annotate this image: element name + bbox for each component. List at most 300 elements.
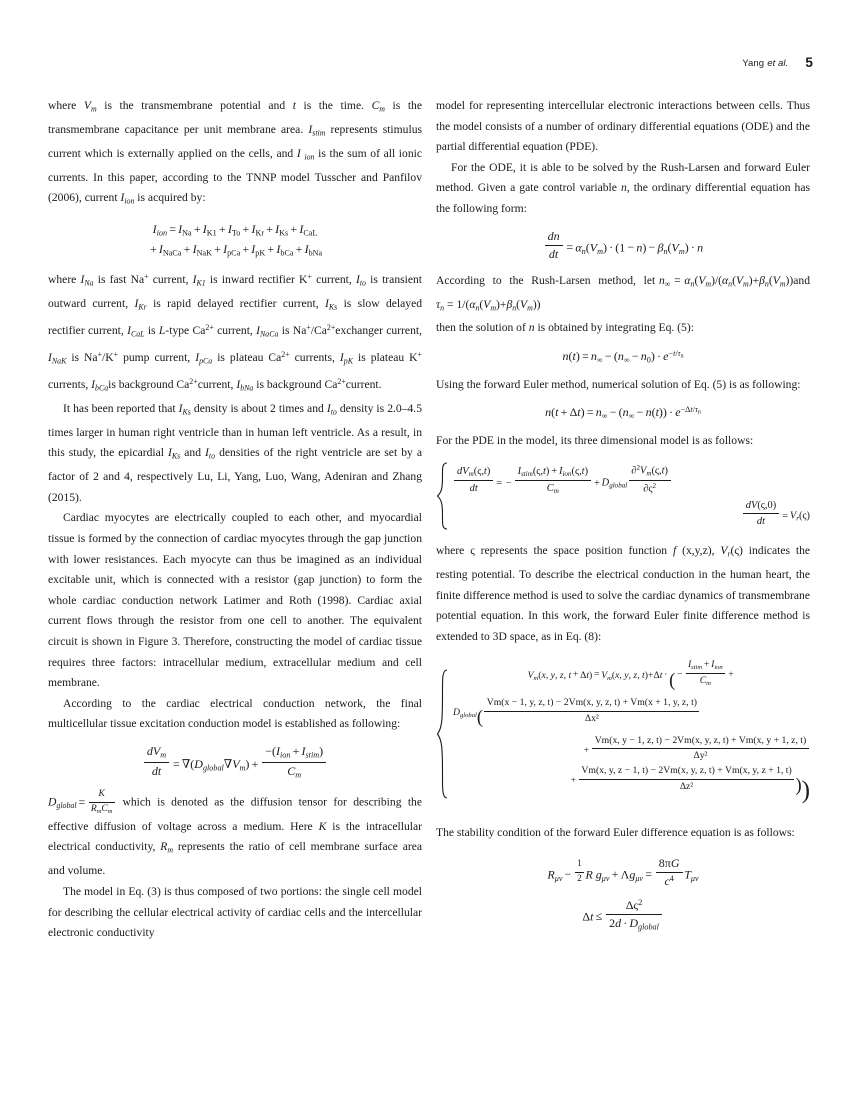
symbol-g: g [629,867,636,882]
symbol-varsigma: ς [654,465,660,477]
operator-plus: + [593,477,600,489]
fraction-one-half [575,859,584,885]
operator-minus: − [648,239,656,254]
operator-equals: = [169,222,177,237]
paragraph-forward-euler-intro: Using the forward Euler method, numerical solution of Eq. (5) is as following: [436,377,801,391]
operator-minus: − [676,669,683,681]
left-column [48,96,422,944]
symbol-sub-ion: ion [562,470,572,479]
fraction-dv-dt [743,499,779,528]
symbol-n: n [636,239,643,254]
operator-plus: + [242,241,250,256]
superscript-four: 4 [669,873,674,883]
symbol-sub-stim: stim [521,470,533,479]
paragraph-density-report [48,399,422,509]
symbol-Lambda: Λ [620,867,630,882]
symbol-sub-To: To [231,228,241,238]
symbol-e: e [663,349,669,364]
fraction-numerator: Vm(x, y, z − 1, t) − 2Vm(x, y, z, t) + Vm(x, y, z + 1, t) [579,765,794,779]
symbol-sub-to: to [208,451,216,461]
symbol-I: I [178,222,183,237]
text-run: (x,y,z), [676,544,721,558]
symbol-V: V [601,669,608,681]
text-run: /Ca [310,324,327,338]
symbol-varsigma: ς [633,897,639,912]
text-run: is slow delayed rectifier current, [48,297,423,338]
symbol-sub-Ks: Ks [182,407,191,417]
fraction-denominator [262,763,326,781]
symbol-t: t [577,405,581,420]
symbol-C: C [101,804,108,815]
equation-n-of-t [436,348,810,366]
operator-plus: + [183,241,191,256]
symbol-beta: β [506,297,513,311]
operator-cdot: · [623,915,628,930]
symbol-I: I [251,241,256,256]
symbol-V: V [789,510,797,522]
symbol-I: I [192,241,197,256]
symbol-alpha: α [575,239,582,254]
symbol-R: R [90,804,97,815]
symbol-sub-stim: stim [312,128,326,138]
fraction-numerator [606,898,662,915]
operator-nabla: ∇ [223,757,233,772]
symbol-sub-m: m [597,246,603,256]
fraction-numerator: $I_{stim}(\varsigma,t) + I_{ion}(\varsigma,t)$ [515,465,591,481]
symbol-n: n [620,181,627,195]
symbol-t: t [555,405,559,420]
symbol-sub-m: m [646,469,652,478]
symbol-V: V [750,500,758,512]
fraction-denominator [515,481,591,496]
operator-equals: = [581,349,589,364]
symbol-sub-CaL: CaL [303,228,318,238]
symbol-sub-global: global [609,481,628,490]
symbol-sub-NaCa: NaCa [162,248,182,258]
operator-minus: − [627,239,635,254]
symbol-I: I [134,297,139,311]
symbol-varsigma: ς [734,544,740,558]
text-run: and [180,446,206,460]
symbol-t: t [483,466,487,478]
symbol-sub-pCa: pCa [227,248,241,258]
operator-equals: = [496,477,503,489]
symbol-varsigma: ς [802,510,807,522]
symbol-sub-bNa: bNa [240,383,254,393]
symbol-sub-global: global [202,763,224,773]
symbol-I: I [91,377,96,391]
right-column [436,96,810,944]
superscript-2plus: 2+ [281,350,290,360]
symbol-sub-m: m [160,750,167,760]
text-run: is transient outward current, [48,273,423,311]
symbol-sub-bNa: bNa [308,248,323,258]
operator-minus: − [604,349,612,364]
symbol-alpha: α [722,273,729,287]
number-one: 1 [456,297,463,311]
fraction-numerator: Vm(x − 1, y, z, t) − 2Vm(x, y, z, t) + Vm(x + 1, y, z, t) [484,697,699,711]
operator-cdot: · [609,239,614,254]
text-run: According to the Rush-Larsen method, let [436,273,656,287]
operator-equals: = [172,757,180,772]
equation-finite-difference-system [436,656,810,814]
symbol-V: V [735,273,744,287]
paragraph-pde-3d-intro: For the PDE in the model, its three dimensional model is as follows: [436,433,754,447]
fraction-x-second-difference [484,697,699,724]
symbol-V: V [671,239,679,254]
equation-dvm-dt [48,744,422,780]
symbol-sub-Kr: Kr [138,302,147,312]
symbol-I: I [202,222,207,237]
text-run: is background Ca [108,377,190,391]
symbol-sub-m: m [678,246,685,256]
text-run: is acquired by: [134,191,206,205]
text-run: is Na [278,324,307,338]
symbol-I: I [205,446,209,460]
symbol-t: t [568,669,572,681]
fraction-numerator: $-(I_{ion} + I_{stim})$ [262,744,326,763]
text-run: density is about 2 times and [190,401,327,415]
symbol-sub-m: m [527,302,533,312]
symbol-sub-m: m [607,674,612,682]
symbol-R: R [160,840,168,854]
fraction-stim-ion-over-cm [686,659,726,688]
operator-equals: = [586,405,594,420]
equation-line [436,898,810,933]
text-run: is Na [66,350,98,364]
equation-line: $\frac{dn}{dt}$ = $\alpha_n(V_m) \cdot (1 - n) - \beta_n(V_m) \cdot n$ [436,229,810,262]
fraction-denominator [629,481,671,496]
paragraph-current-definitions [48,267,422,399]
symbol-D: D [48,795,57,809]
fraction-denominator [454,481,492,495]
symbol-V: V [520,297,528,311]
symbol-sub-n: n [690,278,695,288]
symbol-sub-n: n [680,353,684,360]
symbol-alpha: α [684,273,691,287]
symbol-V: V [639,465,647,477]
pde-equation-main [453,464,810,496]
text-run: is plateau Ca [212,350,282,364]
symbol-sub-m: m [490,302,497,312]
operator-plus: + [611,867,619,882]
fraction-numerator [545,229,563,246]
symbol-sub-Na: Na [84,278,94,288]
superscript-plus: + [113,350,119,360]
symbol-d: d [457,466,463,478]
symbol-c: c [664,873,670,888]
fraction-second-derivative [629,464,671,495]
symbol-sub-munu: μν [635,873,644,883]
fraction-k-over-rmcm [89,789,115,816]
symbol-sub-munu: μν [601,873,610,883]
symbol-t: t [581,466,585,478]
superscript-exponent: −t/τn [668,349,684,360]
symbol-d: d [756,516,763,528]
symbol-d: d [615,915,622,930]
symbol-I: I [223,241,228,256]
symbol-t: t [690,405,693,415]
operator-cdot: · [669,405,674,420]
symbol-t: t [673,349,676,359]
equation-line: $n(t) = n_\infty - (n_\infty - n_0) \cdot e^{-t/\tau n}$ [562,349,684,365]
page-number: 5 [805,55,813,70]
symbol-n: n [553,228,560,243]
text-run: current, [148,273,193,287]
text-run: where [48,273,81,287]
operator-plus: + [266,222,273,237]
symbol-varsigma: ς [648,483,653,495]
symbol-I: I [304,241,309,256]
symbol-I: I [192,273,197,287]
symbol-sub-infinity: ∞ [596,355,603,365]
symbol-V: V [589,239,598,254]
fraction-numerator [686,659,726,674]
equation-n-t-plus-dt [436,404,810,422]
paragraph-diffusion-tensor [48,789,422,882]
text-run: which is denoted as the diffusion tensor for describing the effective diffusion of voltage across a medium. Here [48,795,422,833]
symbol-I: I [178,401,183,415]
symbol-sub-to: to [359,278,366,288]
superscript-plus: + [306,323,311,333]
fraction-z-second-difference [579,765,794,792]
pde-equation-initial-condition: $\frac{dV(\varsigma,0)}{dt}$ = $V_r(\varsigma)$ [453,499,810,528]
fraction-dvm-dt [144,744,169,779]
fraction-numerator: dV(ς,0) [743,499,779,514]
symbol-sub-n: n [475,302,480,312]
text-run: is background Ca [253,377,338,391]
symbol-sub-m: m [295,770,302,780]
text-run: is the time. [295,99,372,112]
symbol-V: V [720,544,728,558]
symbol-n: n [595,405,602,420]
text-run: is rapid delayed rectifier current, [146,297,325,311]
operator-plus: + [290,222,298,237]
symbol-d: d [745,500,751,512]
symbol-sub-Ks: Ks [171,451,181,461]
symbol-C: C [371,99,380,112]
open-paren-big: ( [476,707,483,728]
operator-plus: + [295,241,303,256]
symbol-n: n [528,321,535,335]
operator-plus: + [218,222,226,237]
superscript-plus: + [307,272,312,282]
symbol-t: t [572,349,576,364]
symbol-partial: ∂ [643,483,649,495]
symbol-sub-n: n [728,278,733,288]
operator-cdot: · [664,669,668,681]
operator-plus: + [560,405,568,420]
paragraph-ninf-tau-definitions [436,271,810,340]
symbol-sub-Kr: Kr [255,228,265,238]
text-run: current, [311,273,356,287]
number-eight: 8 [658,855,665,870]
symbol-t: t [590,909,594,924]
fraction-numerator [144,744,169,763]
operator-plus: + [242,222,250,237]
symbol-V: V [698,273,706,287]
symbol-sub-bCa: bCa [95,383,109,393]
text-run: /K [102,350,114,364]
paragraph-myocyte-coupling: Cardiac myocytes are electrically coupled to each other, and myocardial tissue is formed by the connection of cardiac myocytes through the gap junction with lower resistances. Each myocyte can thus be imagined as an individual excitable unit, which is connected with a resistor (gap junction) to form the whole cardiac conduction network Latimer and Roth (1998). Cardiac axial current flows through the resistor from one cell to another. The equivalent circuit is shown in Figure 3. Therefore, constructing the model of cardiac tissue requires three factors: intracellular medium, extracellular medium and cell membrane. [48,511,422,690]
symbol-I: I [711,658,715,670]
symbol-varsigma: ς [760,500,765,512]
superscript-2plus: 2+ [205,323,214,333]
text-run: represents the ratio of cell membrane surface area and volume. [48,840,423,878]
symbol-I: I [299,222,304,237]
symbol-d: d [146,744,153,759]
symbol-sub-to: to [330,407,337,417]
symbol-I: I [152,222,157,237]
equation-line-2 [48,241,422,258]
symbol-D: D [601,477,610,489]
symbol-V: V [462,466,469,478]
symbol-sub-infinity: ∞ [601,411,608,421]
symbol-I: I [227,222,232,237]
operator-equals: = [593,669,600,681]
equation-ion-currents [48,221,422,258]
symbol-sub-pCa: pCa [199,356,213,366]
symbol-n: n [658,273,665,287]
operator-equals: = [78,795,86,809]
operator-equals: = [447,297,454,311]
equation-einstein-field [436,856,810,889]
symbol-t: t [655,405,659,420]
fraction-stability [606,898,662,933]
equation-line-1 [48,221,422,238]
superscript-plus: + [417,350,422,360]
symbol-sub-Na: Na [182,228,192,238]
operator-plus: + [267,241,275,256]
operator-cdot: · [690,239,695,254]
symbol-I: I [517,466,522,478]
fraction-denominator [89,803,115,816]
symbol-e: e [675,405,681,420]
fraction-numerator: $dV_m(\varsigma,t)$ [454,465,492,481]
symbol-n: n [545,405,552,420]
operator-cdot: · [657,349,661,364]
paragraph-ode-pde-intro: model for representing intercellular electronic interactions between cells. Thus the model consists of a number of ordinary differential equations (ODE) and the partial differential equation (PDE). [436,99,810,154]
fraction-currents-over-cm [515,465,591,496]
symbol-sub-NaK: NaK [51,356,67,366]
operator-minus: − [564,867,572,882]
symbol-sub-pK: pK [255,248,266,258]
text-run: then the solution of [436,321,529,335]
symbol-sub-m: m [779,278,786,288]
symbol-sub-n: n [512,302,517,312]
symbol-sub-stim: stim [305,750,320,760]
symbol-sub-m: m [96,808,102,816]
fraction-y-second-difference [592,735,808,762]
symbol-L: L [158,324,166,338]
expression-ninf: $\alpha_n(V_m)/(\alpha_n(V_m)+\beta_n(V_m))$ [684,273,794,288]
operator-equals: = [674,273,681,287]
operator-plus: + [572,669,579,681]
text-run: and [793,273,810,287]
symbol-K: K [98,789,105,800]
symbol-d: d [548,246,555,261]
symbol-sub-m: m [743,278,749,288]
superscript-two: 2 [652,481,657,490]
superscript-plus: + [144,272,149,282]
symbol-sub-ion: ion [304,152,315,162]
symbol-I: I [195,350,200,364]
symbol-y: y [550,669,555,681]
symbol-t: t [543,466,546,478]
running-head-etal: et al. [767,58,789,69]
operator-minus: − [680,405,686,415]
fd-line-3 [453,735,810,762]
text-run: pump current, [118,350,196,364]
fraction-dvm-dt [454,465,492,495]
symbol-sub-Ks: Ks [328,302,338,312]
symbol-sub-zero: 0 [646,355,651,365]
fraction-denominator [606,915,662,933]
text-run: exchanger current, [335,324,422,338]
equation-dn-dt [436,229,810,262]
superscript-two: 2 [638,897,643,907]
symbol-V: V [152,744,161,759]
symbol-sub-ion: ion [714,663,723,671]
symbol-x: x [615,669,620,681]
fraction-numerator: 1 [575,859,584,873]
symbol-varsigma: ς [536,466,541,478]
symbol-t: t [292,99,296,112]
symbol-t: t [474,483,478,495]
symbol-V: V [483,297,491,311]
operator-minus: − [636,405,644,420]
pde-system-body [453,461,810,531]
text-run: is inward rectifier K [205,273,308,287]
symbol-d: d [547,228,554,243]
symbol-t: t [554,246,559,261]
symbol-D: D [629,915,639,930]
symbol-delta: Δ [569,405,578,420]
left-brace [436,461,453,531]
text-run: where [48,99,84,112]
fraction-denominator: Δy² [693,750,708,762]
fraction-denominator: 2 [577,874,582,885]
symbol-t: t [586,669,590,681]
operator-plus: + [214,241,221,256]
symbol-sub-global: global [638,922,659,932]
text-run: is obtained by integrating Eq. (5): [534,321,694,335]
symbol-I: I [168,446,172,460]
symbol-sub-munu: μν [554,873,563,883]
close-paren-bigger: ) [801,777,810,805]
text-run: represents stimulus current which is externally applied on the cells, and [48,122,422,160]
symbol-n: n [640,349,647,364]
symbol-delta: Δ [625,897,634,912]
symbol-sub-n: n [440,302,445,312]
symbol-T: T [684,867,691,882]
symbol-sub-infinity: ∞ [664,278,671,288]
text-run: is the transmembrane capacitance per unit membrane area. [48,99,422,136]
symbol-sub-m: m [533,674,539,682]
symbol-f: f [672,544,677,558]
fraction-numerator [89,789,115,803]
operator-plus: + [251,757,259,772]
symbol-delta: Δ [580,669,587,681]
symbol-sub-CaL: CaL [130,329,145,339]
number-zero: 0 [767,500,773,512]
close-paren-big: ) [795,775,802,796]
fraction-denominator: Δx² [584,712,599,724]
finite-difference-body [453,656,810,814]
symbol-sub-r: r [796,514,799,523]
equation-pde-system [436,461,810,531]
symbol-sub-r: r [727,549,731,559]
